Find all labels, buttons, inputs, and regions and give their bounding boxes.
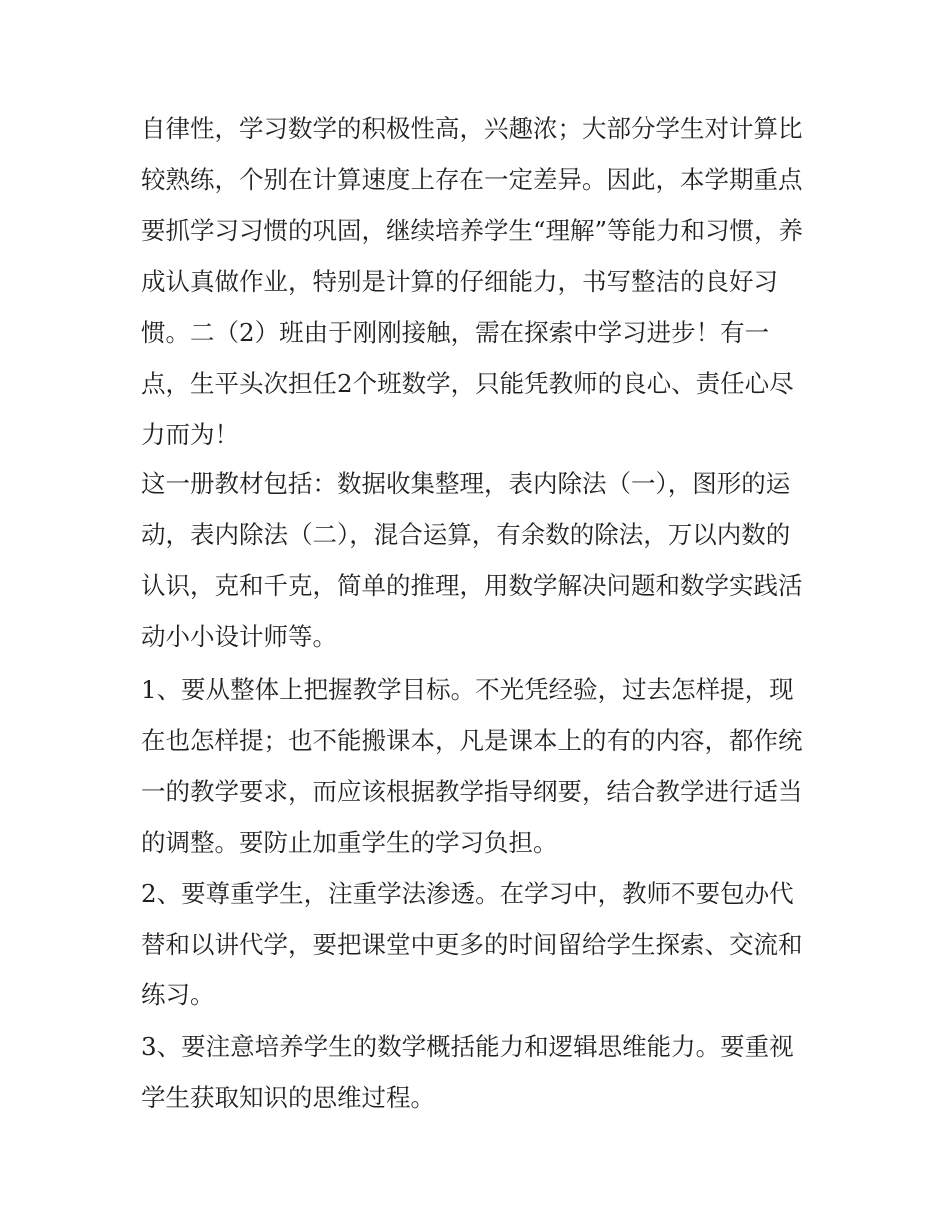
text-line: 动小小设计师等。: [141, 622, 337, 651]
text-line: 成认真做作业，特别是计算的仔细能力，书写整洁的良好习: [141, 267, 778, 296]
text-line: 力而为！: [141, 420, 239, 449]
text-line: 3、要注意培养学生的数学概括能力和逻辑思维能力。要重视: [141, 1032, 794, 1061]
text-line: 较熟练，个别在计算速度上存在一定差异。因此，本学期重点: [141, 165, 803, 194]
text-line: 一的教学要求，而应该根据教学指导纲要，结合教学进行适当: [141, 777, 803, 806]
text-line: 这一册教材包括：数据收集整理，表内除法（一），图形的运: [141, 469, 791, 498]
text-line: 认识，克和千克，简单的推理，用数学解决问题和数学实践活: [141, 571, 803, 600]
text-line: 替和以讲代学，要把课堂中更多的时间留给学生探索、交流和: [141, 930, 803, 959]
text-line: 练习。: [141, 980, 215, 1009]
text-line: 学生获取知识的思维过程。: [141, 1083, 435, 1112]
text-line: 在也怎样提；也不能搬课本，凡是课本上的有的内容，都作统: [141, 726, 803, 755]
text-line: 2、要尊重学生，注重学法渗透。在学习中，教师不要包办代: [141, 879, 794, 908]
text-line: 1、要从整体上把握教学目标。不光凭经验，过去怎样提，现: [141, 675, 794, 704]
text-line: 动，表内除法（二），混合运算，有余数的除法，万以内数的: [141, 520, 791, 549]
text-line: 点，生平头次担任2个班数学，只能凭教师的良心、责任心尽: [141, 369, 794, 398]
text-line: 的调整。要防止加重学生的学习负担。: [141, 828, 558, 857]
text-line: 要抓学习习惯的巩固，继续培养学生“理解”等能力和习惯，养: [141, 216, 804, 245]
text-line: 自律性，学习数学的积极性高，兴趣浓；大部分学生对计算比: [141, 114, 803, 143]
text-line: 惯。二（2）班由于刚刚接触，需在探索中学习进步！有一: [141, 318, 770, 347]
